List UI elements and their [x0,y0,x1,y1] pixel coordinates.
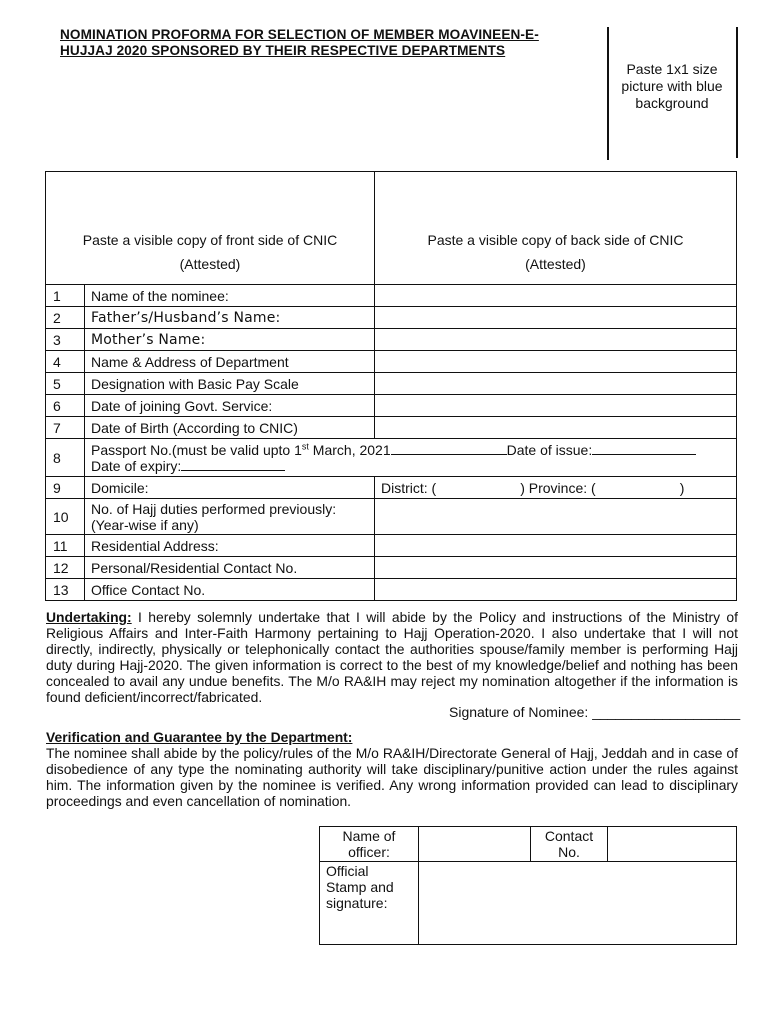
row-number: 4 [46,351,85,373]
expiry-date-blank[interactable] [181,458,285,471]
officer-name-line-1: Name of [342,828,396,844]
contact-line-2: No. [558,844,580,860]
table-row [46,373,737,395]
row-label: Date of Birth (According to CNIC) [85,417,375,439]
table-row [46,499,737,535]
table-row [46,329,737,351]
table-row [46,285,737,307]
table-row [46,417,737,439]
row-label: Designation with Basic Pay Scale [85,373,375,395]
row-number: 8 [46,439,85,477]
row-label: Father’s/Husband’s Name: [85,307,375,329]
title-line-1: NOMINATION PROFORMA FOR SELECTION OF MEMBER MOAVINEEN-E- [60,27,539,42]
table-row [46,351,737,373]
table-row [46,477,737,499]
personal-contact-field[interactable] [375,557,737,579]
issue-date-blank[interactable] [592,442,696,455]
district-label: District: ( [381,479,437,496]
expiry-line [91,458,736,474]
expiry-date-label: Date of expiry: [91,457,182,474]
cnic-front-attested: (Attested) [179,256,241,272]
row-label: Date of joining Govt. Service: [85,395,375,417]
row-label: Domicile: [85,477,375,499]
passport-sup: st [301,440,309,451]
stamp-signature-field[interactable] [419,862,737,945]
joining-date-field[interactable] [375,395,737,417]
row-label: Name & Address of Department [85,351,375,373]
photo-box-left-border [607,27,609,160]
father-husband-name-field[interactable] [375,307,737,329]
undertaking-heading: Undertaking: [46,609,132,625]
hajj-duties-label-2: (Year-wise if any) [91,516,199,533]
hajj-duties-field[interactable] [375,499,737,535]
contact-no-field[interactable] [608,827,737,862]
passport-label-date: March, 2021 [308,441,391,458]
row-number: 12 [46,557,85,579]
department-field[interactable] [375,351,737,373]
issue-date-label: Date of issue: [506,441,593,458]
stamp-label [320,862,419,945]
contact-no-label [531,827,608,862]
photo-placeholder[interactable] [612,61,732,112]
page-title [60,27,605,59]
row-label: Name of the nominee: [85,285,375,307]
province-label: ) Province: ( [520,479,596,496]
nominee-signature-line[interactable]: Signature of Nominee: ___________________ [449,704,741,720]
table-row [46,307,737,329]
hajj-duties-label-1: No. of Hajj duties performed previously: [91,500,337,517]
table-row [46,439,737,477]
residential-address-field[interactable] [375,535,737,557]
cnic-front-label: Paste a visible copy of front side of CNIC [82,232,338,248]
officer-name-line-2: officer: [348,844,390,860]
cnic-back-attested: (Attested) [525,256,586,272]
row-label: Personal/Residential Contact No. [85,557,375,579]
table-row [46,579,737,601]
cnic-front-box[interactable] [46,172,375,285]
domicile-field[interactable] [375,477,737,499]
row-number: 3 [46,329,85,351]
stamp-row [320,862,737,945]
nominee-name-field[interactable] [375,285,737,307]
photo-box-right-border [736,27,738,158]
stamp-line-3: signature: [326,895,388,911]
row-number: 10 [46,499,85,535]
row-number: 13 [46,579,85,601]
province-close: ) [679,479,685,496]
passport-field[interactable] [85,439,737,477]
passport-line [91,442,736,458]
officer-name-label [320,827,419,862]
passport-label: Passport No.(must be valid upto 1 [91,441,302,458]
photo-note-line-3: background [635,95,709,111]
undertaking-paragraph [46,609,738,705]
row-number: 6 [46,395,85,417]
row-label: Residential Address: [85,535,375,557]
designation-field[interactable] [375,373,737,395]
mother-name-field[interactable] [375,329,737,351]
row-label: Mother’s Name: [85,329,375,351]
birth-date-field[interactable] [375,417,737,439]
cnic-back-label: Paste a visible copy of back side of CNIC [427,232,684,248]
cnic-back-box[interactable] [375,172,737,285]
row-label: Office Contact No. [85,579,375,601]
photo-note-line-2: picture with blue [621,78,723,94]
cnic-row [46,172,737,285]
verification-paragraph [46,729,738,809]
title-line-2: HUJJAJ 2020 SPONSORED BY THEIR RESPECTIVE DEPARTMENTS [60,43,506,58]
verification-text: The nominee shall abide by the policy/rules of the M/o RA&IH/Directorate General of Hajj, Jeddah and in case of disobedience of any type the nominating authority will take disciplinary/punitive action under the rules against him. The information given by the nominee is verified. Any wrong information provided can lead to disciplinary proceedings and even cancellation of nomination. [46,745,738,809]
row-number: 1 [46,285,85,307]
table-row [46,395,737,417]
officer-table [319,826,737,945]
officer-name-field[interactable] [419,827,531,862]
nomination-table [45,171,737,601]
verification-heading: Verification and Guarantee by the Department: [46,729,353,745]
office-contact-field[interactable] [375,579,737,601]
passport-blank[interactable] [391,442,507,455]
row-number: 9 [46,477,85,499]
contact-line-1: Contact [544,828,594,844]
stamp-line-1: Official [326,863,369,879]
row-number: 7 [46,417,85,439]
officer-row [320,827,737,862]
table-row [46,557,737,579]
row-number: 11 [46,535,85,557]
table-row [46,535,737,557]
row-number: 5 [46,373,85,395]
undertaking-text: I hereby solemnly undertake that I will abide by the Policy and instructions of the Ministry of Religious Affairs and Inter-Faith Harmony pertaining to Hajj Operation-2020. I also undertake that I will not directly, indirectly, physically or telephonically contact the authorities spouse/family member is performing Hajj duty during Hajj-2020. The given information is correct to the best of my knowledge/belief and nothing has been concealed to avail any undue benefits. The M/o RA&IH may reject my nomination altogether if the information is found deficient/incorrect/fabricated. [46,609,738,705]
photo-note-line-1: Paste 1x1 size [626,61,718,77]
row-number: 2 [46,307,85,329]
stamp-line-2: Stamp and [326,879,394,895]
row-label [85,499,375,535]
